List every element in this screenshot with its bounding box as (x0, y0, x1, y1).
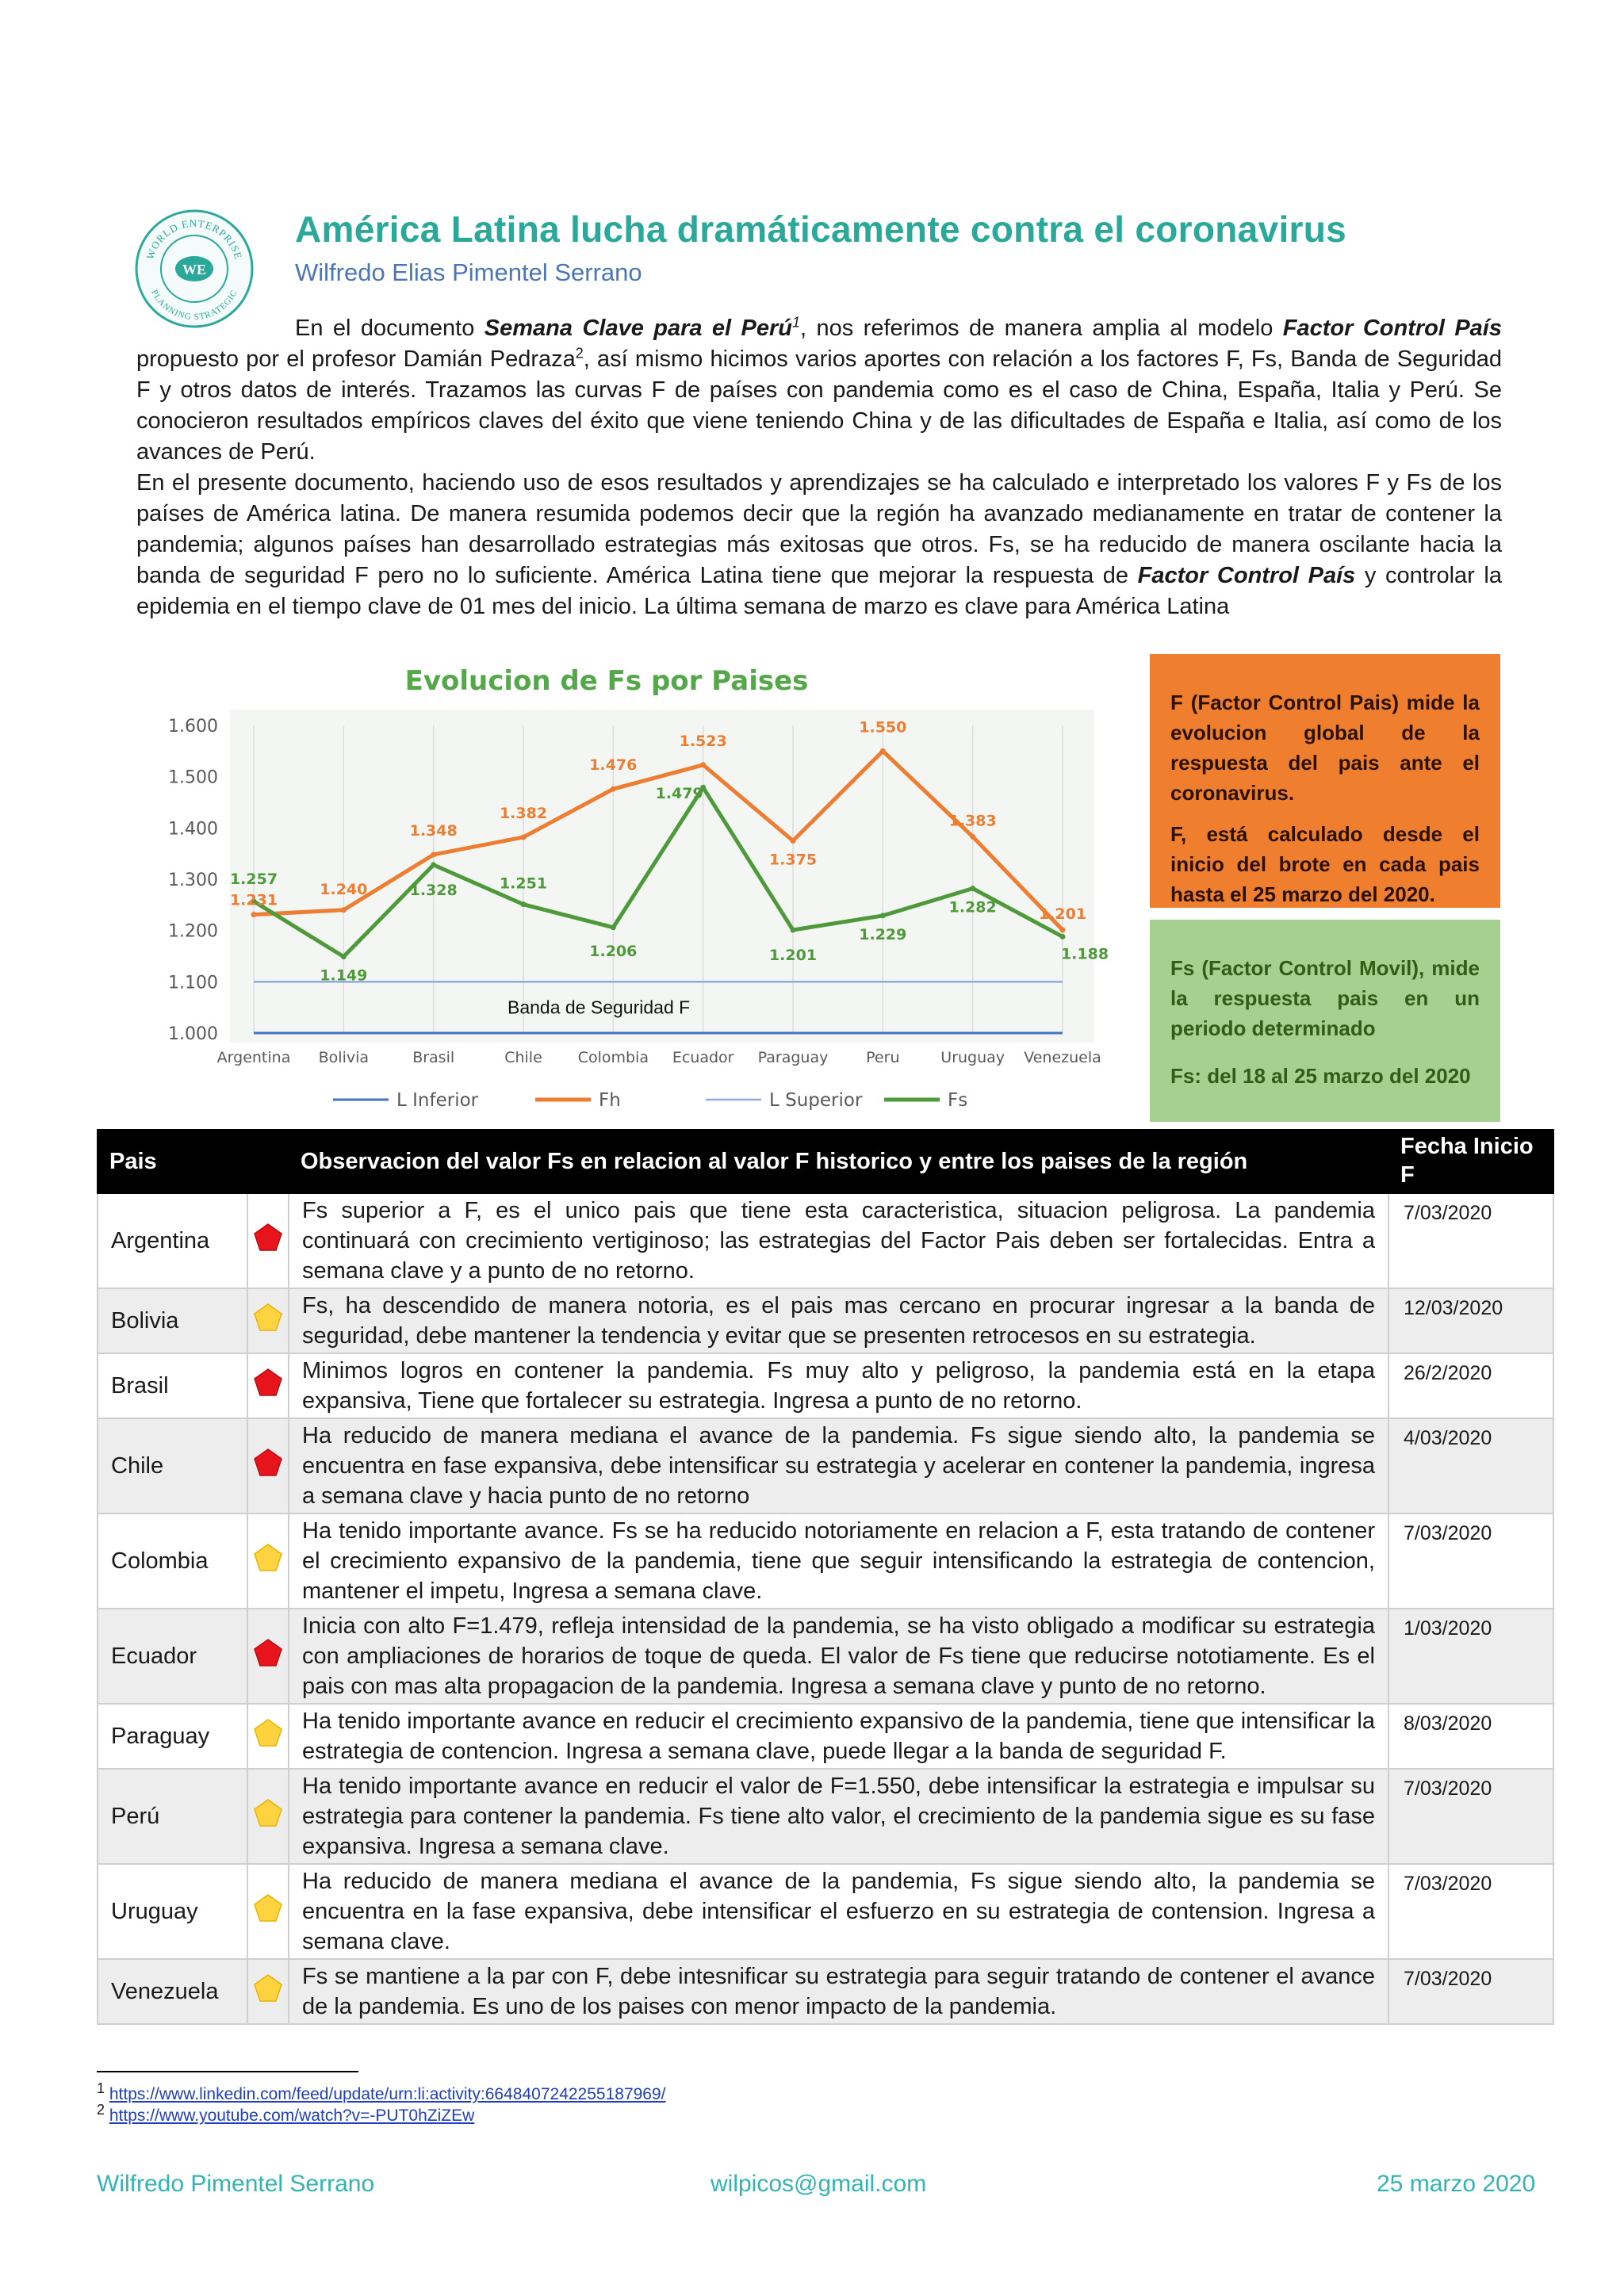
fh-data-label: 1.550 (859, 718, 907, 737)
country-name: Paraguay (98, 1704, 247, 1769)
fs-point (521, 901, 527, 907)
footer-email[interactable]: wilpicos@gmail.com (710, 2171, 927, 2197)
yellow-pentagon-icon (253, 1798, 283, 1828)
footnote-2: $^2$ https://www.youtube.com/watch?v=-PUT0hZiZEw (97, 2102, 475, 2125)
table-header-row (98, 1130, 1553, 1193)
factor-f-period: F, está calculado desde el inicio del brote en cada pais hasta el 25 marzo del 2020. (1170, 822, 1480, 906)
header-fecha: Fecha Inicio F (1388, 1130, 1553, 1193)
yellow-pentagon-icon (253, 1973, 283, 2003)
fs-point (431, 862, 436, 867)
fs-point (341, 954, 347, 959)
fs-evolution-chart (143, 662, 1118, 1122)
author-name: Wilfredo Elias Pimentel Serrano (295, 258, 642, 286)
x-tick-label: Peru (866, 1049, 900, 1066)
fh-data-label: 1.476 (589, 756, 638, 775)
x-tick-label: Ecuador (672, 1049, 734, 1066)
red-pentagon-icon (253, 1638, 283, 1668)
factor-fs-info-box (1150, 920, 1500, 1122)
footnote-1: $^1$ https://www.linkedin.com/feed/update/urn:li:activity:6648407242255187969/ (97, 2080, 666, 2103)
y-tick-label: 1.500 (168, 767, 218, 788)
logo-mark: WE (182, 262, 207, 277)
factor-f-info-box (1150, 654, 1500, 908)
country-name: Brasil (98, 1353, 247, 1418)
country-name: Perú (98, 1769, 247, 1864)
x-tick-label: Argentina (216, 1049, 291, 1066)
country-name: Ecuador (98, 1609, 247, 1704)
fh-point (431, 851, 436, 857)
country-name: Chile (98, 1418, 247, 1513)
logo-top-text: WORLD ENTERPRISE (144, 216, 245, 261)
table-row (98, 1418, 1553, 1513)
chart-title: Evolucion de Fs por Paises (404, 665, 809, 697)
fh-data-label: 1.348 (409, 821, 458, 840)
fs-data-label: 1.257 (229, 870, 278, 888)
status-cell (247, 1193, 289, 1288)
fs-data-label: 1.206 (589, 942, 638, 960)
fh-data-label: 1.523 (679, 732, 727, 750)
observation-text: Fs superior a F, es el unico pais que tiene esta caracteristica, situacion peligrosa. La pandemia continuará con crecimiento vertiginoso; las estrategias del Factor Pais deben ser fortalecidas. Entra a semana clave y a punto de no retorno. (289, 1193, 1388, 1288)
table-row (98, 1864, 1553, 1959)
country-name: Venezuela (98, 1959, 247, 2024)
footnote-link-linkedin[interactable]: https://www.linkedin.com/feed/update/urn:li:activity:6648407242255187969/ (109, 2085, 666, 2103)
fs-data-label: 1.229 (859, 925, 907, 943)
plot-area (230, 710, 1094, 1043)
country-name: Bolivia (98, 1288, 247, 1353)
fh-point (611, 786, 616, 792)
status-cell (247, 1704, 289, 1769)
fs-data-label: 1.188 (1060, 945, 1109, 963)
fh-data-label: 1.231 (229, 891, 278, 909)
logo-bottom-text: PLANNING STRATEGIC (149, 288, 239, 323)
intro-paragraph-1: En el documento Semana Clave para el Perú$^1$, nos referimos de manera amplia al modelo Factor Control País propuesto por el profesor Damián Pedraza$^2$, así mismo hicimos varios aportes con relación a los factores F, Fs, Banda de Seguridad F y otros datos de interés. Trazamos las curvas F de países con pandemia como es el caso de China, España, Italia y Perú. Se conocieron resultados empíricos claves del éxito que viene teniendo China y de las dificultades de España e Italia, así como de los avances de Perú. (136, 314, 1502, 465)
fs-point (791, 928, 796, 933)
fs-point (880, 913, 886, 918)
start-date: 7/03/2020 (1388, 1769, 1553, 1864)
observation-text: Minimos logros en contener la pandemia. Fs muy alto y peligroso, la pandemia está en la etapa expansiva, Tiene que fortalecer su estrategia. Ingresa a punto de no retorno. (289, 1353, 1388, 1418)
observation-text: Fs, ha descendido de manera notoria, es el pais mas cercano en procurar ingresar a la banda de seguridad, debe mantener la tendencia y evitar que se presenten retrocesos en su estrategia. (289, 1288, 1388, 1353)
observation-text: Inicia con alto F=1.479, refleja intensidad de la pandemia, se ha visto obligado a modificar su estrategia con ampliaciones de horarios de toque de queda. El valor de Fs tiene que reducirse nototiamente. Es el pais con mas alta propagacion de la pandemia. Ingresa a semana clave y punto de no retorno. (289, 1609, 1388, 1704)
factor-fs-period: Fs: del 18 al 25 marzo del 2020 (1170, 1064, 1471, 1088)
status-cell (247, 1769, 289, 1864)
fs-data-label: 1.282 (948, 898, 997, 916)
yellow-pentagon-icon (253, 1718, 283, 1748)
observation-text: Ha tenido importante avance en reducir el crecimiento expansivo de la pandemia, tiene que intensificar la estrategia de contencion. Ingresa a semana clave, puede llegar a la banda de seguridad F. (289, 1704, 1388, 1769)
red-pentagon-icon (253, 1448, 283, 1478)
x-tick-label: Uruguay (940, 1049, 1005, 1066)
observation-text: Ha reducido de manera mediana el avance de la pandemia, Fs sigue siendo alto, la pandemia se encuentra en la fase expansiva, debe intensificar el esfuerzo en su estrategia de contension. Ingresa a semana clave. (289, 1864, 1388, 1959)
fs-point (1060, 934, 1066, 939)
observation-text: Ha tenido importante avance en reducir el valor de F=1.550, debe intensificar la estrategia e impulsar su estrategia para contener la pandemia. Fs tiene alto valor, el crecimiento de la pandemia sigue es su fase expansiva. Ingresa a semana clave. (289, 1769, 1388, 1864)
start-date: 7/03/2020 (1388, 1864, 1553, 1959)
factor-fs-definition: Fs (Factor Control Movil), mide la respuesta pais en un periodo determinado (1170, 956, 1480, 1040)
legend-label: L Inferior (396, 1090, 479, 1111)
fh-data-label: 1.240 (320, 880, 368, 898)
x-tick-label: Brasil (412, 1049, 455, 1066)
fs-data-label: 1.328 (409, 881, 458, 899)
x-tick-label: Paraguay (757, 1049, 829, 1066)
fh-data-label: 1.375 (768, 851, 818, 869)
fh-point (521, 834, 527, 840)
fs-point (611, 924, 616, 930)
fh-point (251, 912, 257, 917)
status-cell (247, 1353, 289, 1418)
page-title: América Latina lucha dramáticamente contra el coronavirus (295, 209, 1347, 250)
fh-point (970, 834, 975, 840)
yellow-pentagon-icon (253, 1543, 283, 1573)
start-date: 12/03/2020 (1388, 1288, 1553, 1353)
legend-label: L Superior (769, 1090, 863, 1111)
table-row (98, 1513, 1553, 1609)
status-cell (247, 1609, 289, 1704)
fh-data-label: 1.201 (1038, 905, 1087, 924)
intro-paragraph-2: En el presente documento, haciendo uso de esos resultados y aprendizajes se ha calculado e interpretado los valores F y Fs de los países de América latina. De manera resumida podemos decir que la región ha avanzado medianamente en tratar de contener la pandemia; algunos países han desarrollado estrategias más exitosas que otros. Fs, se ha reducido de manera oscilante hacia la banda de seguridad F pero no lo suficiente. América Latina tiene que mejorar la respuesta de Factor Control País y controlar la epidemia en el tiempo clave de 01 mes del inicio. La última semana de marzo es clave para América Latina (136, 470, 1502, 619)
yellow-pentagon-icon (253, 1303, 283, 1333)
y-tick-label: 1.200 (168, 921, 218, 942)
footer-date: 25 marzo 2020 (1377, 2171, 1536, 2197)
start-date: 7/03/2020 (1388, 1959, 1553, 2024)
x-tick-label: Bolivia (318, 1049, 370, 1066)
country-name: Argentina (98, 1193, 247, 1288)
table-row (98, 1353, 1553, 1418)
status-cell (247, 1864, 289, 1959)
fs-data-label: 1.479 (655, 785, 703, 803)
observation-text: Fs se mantiene a la par con F, debe intesnificar su estrategia para seguir tratando de contener el avance de la pandemia. Es uno de los paises con menor impacto de la pandemia. (289, 1959, 1388, 2024)
start-date: 4/03/2020 (1388, 1418, 1553, 1513)
y-tick-label: 1.600 (168, 717, 218, 737)
country-observation-table (97, 1129, 1554, 2025)
fh-point (880, 748, 886, 754)
fh-data-label: 1.383 (948, 812, 997, 830)
table-row (98, 1769, 1553, 1864)
fh-data-label: 1.382 (499, 804, 548, 822)
y-tick-label: 1.300 (168, 871, 218, 890)
fs-data-label: 1.149 (320, 966, 368, 985)
fh-point (791, 838, 796, 844)
table-row (98, 1704, 1553, 1769)
start-date: 8/03/2020 (1388, 1704, 1553, 1769)
x-tick-label: Colombia (577, 1049, 649, 1066)
red-pentagon-icon (253, 1223, 283, 1253)
table-row (98, 1288, 1553, 1353)
yellow-pentagon-icon (253, 1893, 283, 1923)
status-cell (247, 1959, 289, 2024)
status-cell (247, 1513, 289, 1609)
footer-author: Wilfredo Pimentel Serrano (97, 2171, 375, 2197)
table-row (98, 1609, 1553, 1704)
x-tick-label: Chile (504, 1049, 542, 1066)
fs-data-label: 1.201 (768, 947, 818, 965)
header-pais: Pais (98, 1130, 289, 1193)
start-date: 7/03/2020 (1388, 1193, 1553, 1288)
observation-text: Ha reducido de manera mediana el avance de la pandemia. Fs sigue siendo alto, la pandemia se encuentra en fase expansiva, debe intensificar su estrategia y acelerar en contener la pandemia, ingresa a semana clave y hacia punto de no retorno (289, 1418, 1388, 1513)
observation-text: Ha tenido importante avance. Fs se ha reducido notoriamente en relacion a F, esta tratando de contener el crecimiento expansivo de la pandemia, tiene que seguir intensificando la estrategia de contencion, mantener el impetu, Ingresa a semana clave. (289, 1513, 1388, 1609)
start-date: 7/03/2020 (1388, 1513, 1553, 1609)
x-tick-label: Venezuela (1024, 1049, 1101, 1066)
country-name: Uruguay (98, 1864, 247, 1959)
y-tick-label: 1.100 (168, 973, 218, 993)
legend-label: Fh (599, 1090, 621, 1111)
safety-band-label: Banda de Seguridad F (508, 997, 691, 1018)
status-cell (247, 1418, 289, 1513)
status-cell (247, 1288, 289, 1353)
factor-f-definition: F (Factor Control Pais) mide la evolucion global de la respuesta del pais ante el coronavirus. (1170, 691, 1480, 805)
header-observacion: Observacion del valor Fs en relacion al valor F historico y entre los paises de la región (289, 1130, 1388, 1193)
fh-point (700, 762, 706, 767)
y-tick-label: 1.400 (168, 819, 218, 840)
table-row (98, 1193, 1553, 1288)
country-name: Colombia (98, 1513, 247, 1609)
fs-data-label: 1.251 (499, 874, 548, 893)
legend-label: Fs (948, 1090, 968, 1111)
company-logo (133, 208, 255, 330)
y-tick-label: 1.000 (168, 1024, 218, 1044)
fh-point (1060, 928, 1066, 933)
footnote-divider (97, 2071, 358, 2072)
table-row (98, 1959, 1553, 2024)
start-date: 26/2/2020 (1388, 1353, 1553, 1418)
fh-point (341, 907, 347, 913)
start-date: 1/03/2020 (1388, 1609, 1553, 1704)
fs-point (970, 886, 975, 891)
footnote-link-youtube[interactable]: https://www.youtube.com/watch?v=-PUT0hZiZEw (109, 2107, 475, 2125)
red-pentagon-icon (253, 1368, 283, 1398)
